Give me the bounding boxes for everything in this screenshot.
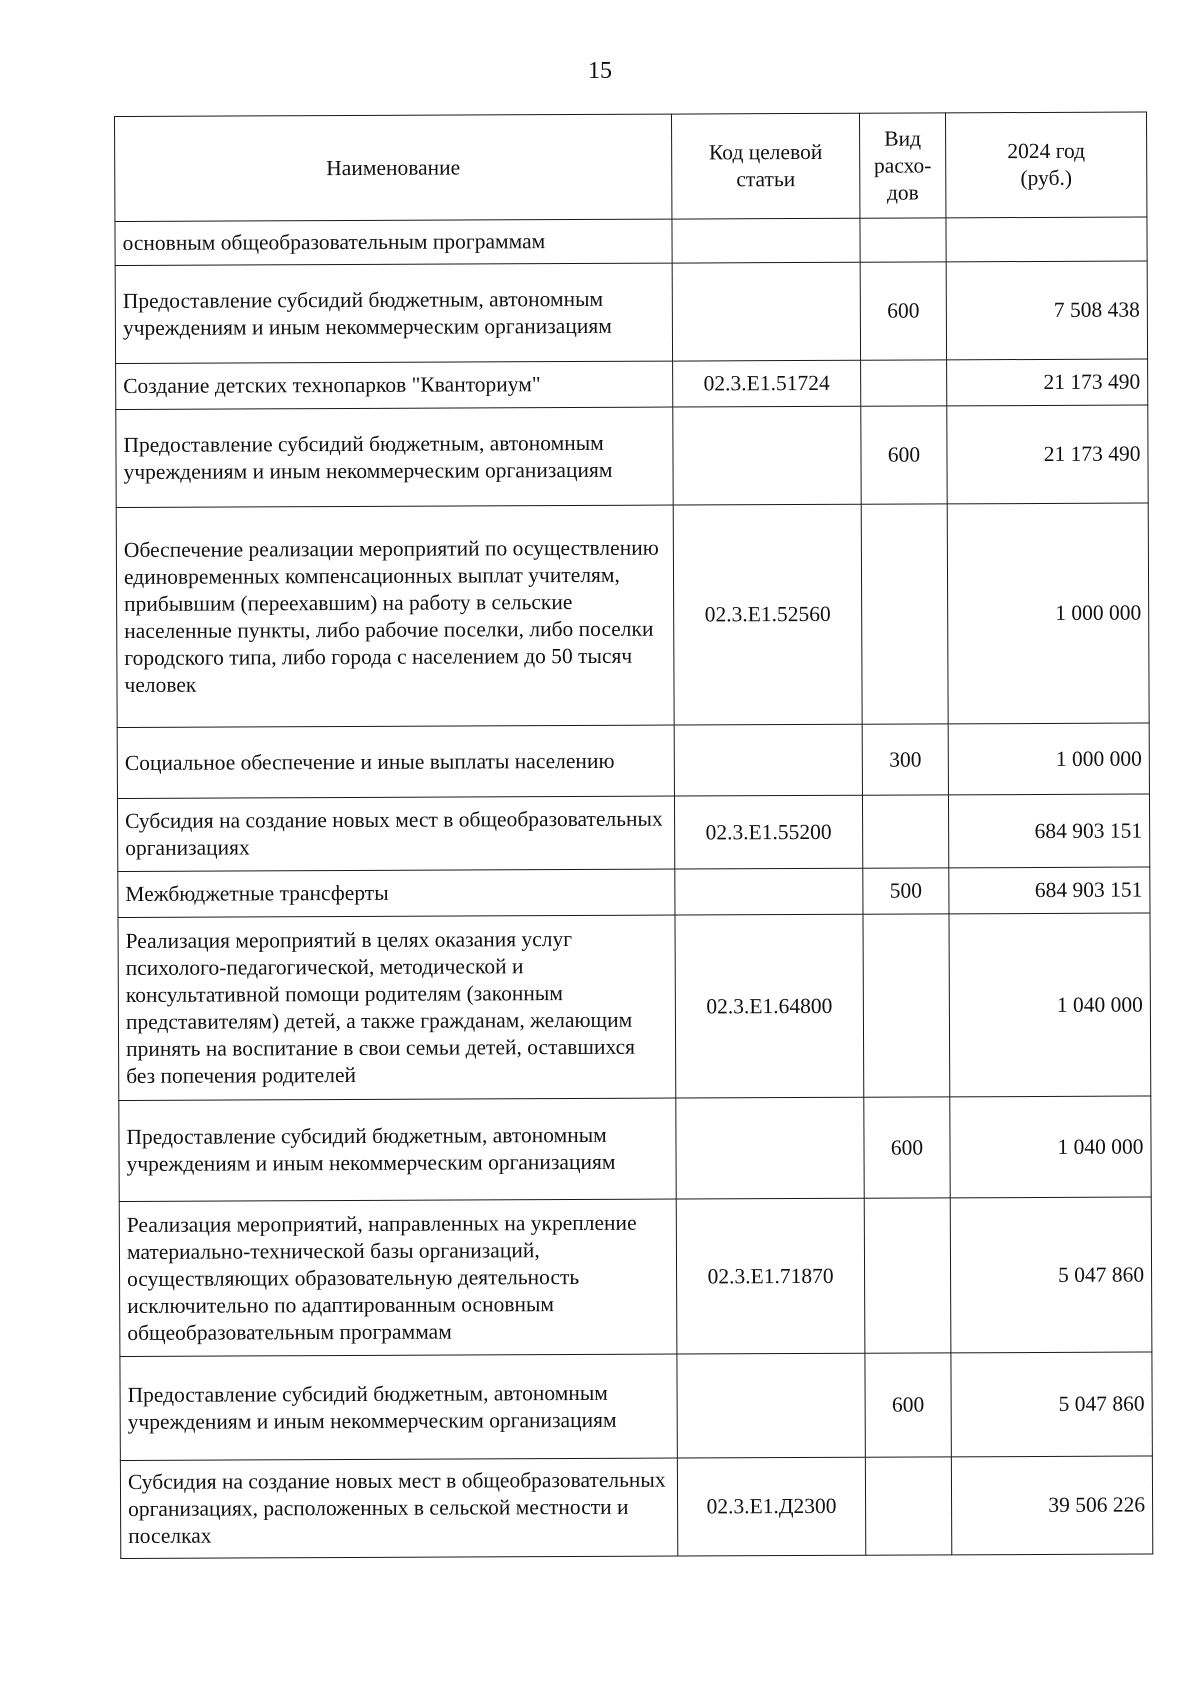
- row-name: Субсидия на создание новых мест в общеобразовательных организациях: [117, 796, 674, 871]
- row-kind: [861, 360, 947, 406]
- row-amount: 39 506 226: [951, 1456, 1152, 1555]
- row-amount: 5 047 860: [951, 1352, 1152, 1457]
- row-kind: [863, 914, 950, 1097]
- header-code-line2: статьи: [736, 167, 796, 192]
- table-row: [116, 359, 1148, 410]
- row-name: Создание детских технопарков "Кванториум": [116, 361, 673, 409]
- table-row: [115, 261, 1147, 364]
- header-amount: [945, 112, 1146, 218]
- row-name: основным общеобразовательным программам: [115, 219, 672, 265]
- row-code: 02.3.Е1.55200: [674, 795, 862, 869]
- row-code: [674, 724, 862, 796]
- header-name: [115, 114, 672, 221]
- row-code: [672, 262, 860, 361]
- table-row: [120, 1456, 1152, 1559]
- row-code: 02.3.Е1.Д2300: [677, 1457, 865, 1556]
- table-header-row: [115, 112, 1147, 222]
- row-amount: 684 903 151: [948, 794, 1149, 868]
- row-name: Межбюджетные трансферты: [118, 869, 675, 917]
- header-code-line1: Код целевой: [708, 139, 823, 165]
- header-kind-line2: расхо-: [873, 152, 932, 178]
- row-amount: 1 000 000: [947, 503, 1149, 724]
- row-amount: 21 173 490: [947, 405, 1148, 504]
- budget-table: [114, 111, 1153, 1558]
- row-kind: 600: [861, 406, 947, 504]
- table-row: [120, 1352, 1152, 1461]
- row-kind: [865, 1457, 951, 1555]
- row-code: 02.3.Е1.51724: [673, 360, 861, 407]
- row-amount: 5 047 860: [950, 1197, 1152, 1353]
- header-kind-line3: дов: [886, 179, 919, 205]
- row-code: 02.3.Е1.71870: [676, 1198, 865, 1354]
- header-name-label: Наименование: [326, 154, 461, 180]
- row-kind: 600: [860, 262, 946, 360]
- row-amount: 21 173 490: [947, 359, 1148, 406]
- row-kind: [861, 504, 948, 724]
- row-kind: [864, 1198, 951, 1353]
- table-row: [119, 1197, 1152, 1357]
- row-name: Предоставление субсидий бюджетным, автономным учреждениям и иным некоммерческим организациям: [119, 1098, 676, 1201]
- row-amount: [946, 217, 1147, 262]
- page-number: 15: [588, 58, 612, 84]
- row-code: [677, 1353, 865, 1458]
- row-name: Предоставление субсидий бюджетным, автономным учреждениям и иным некоммерческим организациям: [116, 407, 673, 507]
- row-amount: 7 508 438: [946, 261, 1147, 360]
- row-name: Предоставление субсидий бюджетным, автономным учреждениям и иным некоммерческим организациям: [120, 1354, 677, 1460]
- row-code: [675, 868, 863, 915]
- table-row: [117, 723, 1149, 799]
- row-kind: [862, 795, 948, 868]
- table-row: [116, 503, 1149, 728]
- row-kind: [860, 218, 946, 262]
- row-amount: 1 040 000: [949, 913, 1151, 1097]
- row-code: [673, 406, 861, 505]
- row-amount: 684 903 151: [949, 867, 1150, 914]
- table-row: [118, 913, 1151, 1101]
- table-row: [119, 1096, 1151, 1202]
- row-code: 02.3.Е1.64800: [675, 914, 864, 1098]
- table-row: [117, 794, 1149, 872]
- row-kind: 600: [864, 1097, 950, 1198]
- row-kind: 600: [865, 1353, 951, 1457]
- header-amount-line1: 2024 год: [1007, 138, 1086, 164]
- row-amount: 1 000 000: [948, 723, 1149, 795]
- table-row: [118, 867, 1150, 918]
- header-kind-line1: Вид: [884, 125, 922, 151]
- header-code: [671, 113, 859, 219]
- header-amount-line2: (руб.): [1020, 165, 1073, 191]
- row-code: [676, 1097, 864, 1199]
- row-kind: 500: [863, 868, 949, 914]
- table-row: [116, 405, 1148, 508]
- row-name: Предоставление субсидий бюджетным, автономным учреждениям и иным некоммерческим организациям: [115, 263, 672, 363]
- row-amount: 1 040 000: [950, 1096, 1151, 1198]
- table-row: [115, 217, 1147, 266]
- row-code: 02.3.Е1.52560: [673, 504, 862, 725]
- header-kind: [859, 113, 945, 218]
- row-name: Обеспечение реализации мероприятий по осуществлению единовременных компенсационных выплат учителям, прибывшим (переехавшим) на работу в сельские населенные пункты, либо рабочие поселки, либо поселки городского типа, либо города с населением до 50 тысяч человек: [116, 505, 674, 727]
- row-kind: 300: [862, 724, 948, 795]
- row-name: Реализация мероприятий в целях оказания услуг психолого-педагогической, методической и консультативной помощи родителям (законным представителям) детей, а также гражданам, желающим принять на воспитание в свои семьи детей, оставшихся без попечения родителей: [118, 915, 676, 1100]
- row-code: [672, 218, 860, 263]
- row-name: Социальное обеспечение и иные выплаты населению: [117, 725, 674, 798]
- row-name: Реализация мероприятий, направленных на укрепление материально-технической базы организаций, осуществляющих образовательную деятельность исключительно по адаптированным основным общеобразовательным программам: [119, 1199, 677, 1356]
- row-name: Субсидия на создание новых мест в общеобразовательных организациях, расположенных в сельской местности и поселках: [120, 1458, 677, 1558]
